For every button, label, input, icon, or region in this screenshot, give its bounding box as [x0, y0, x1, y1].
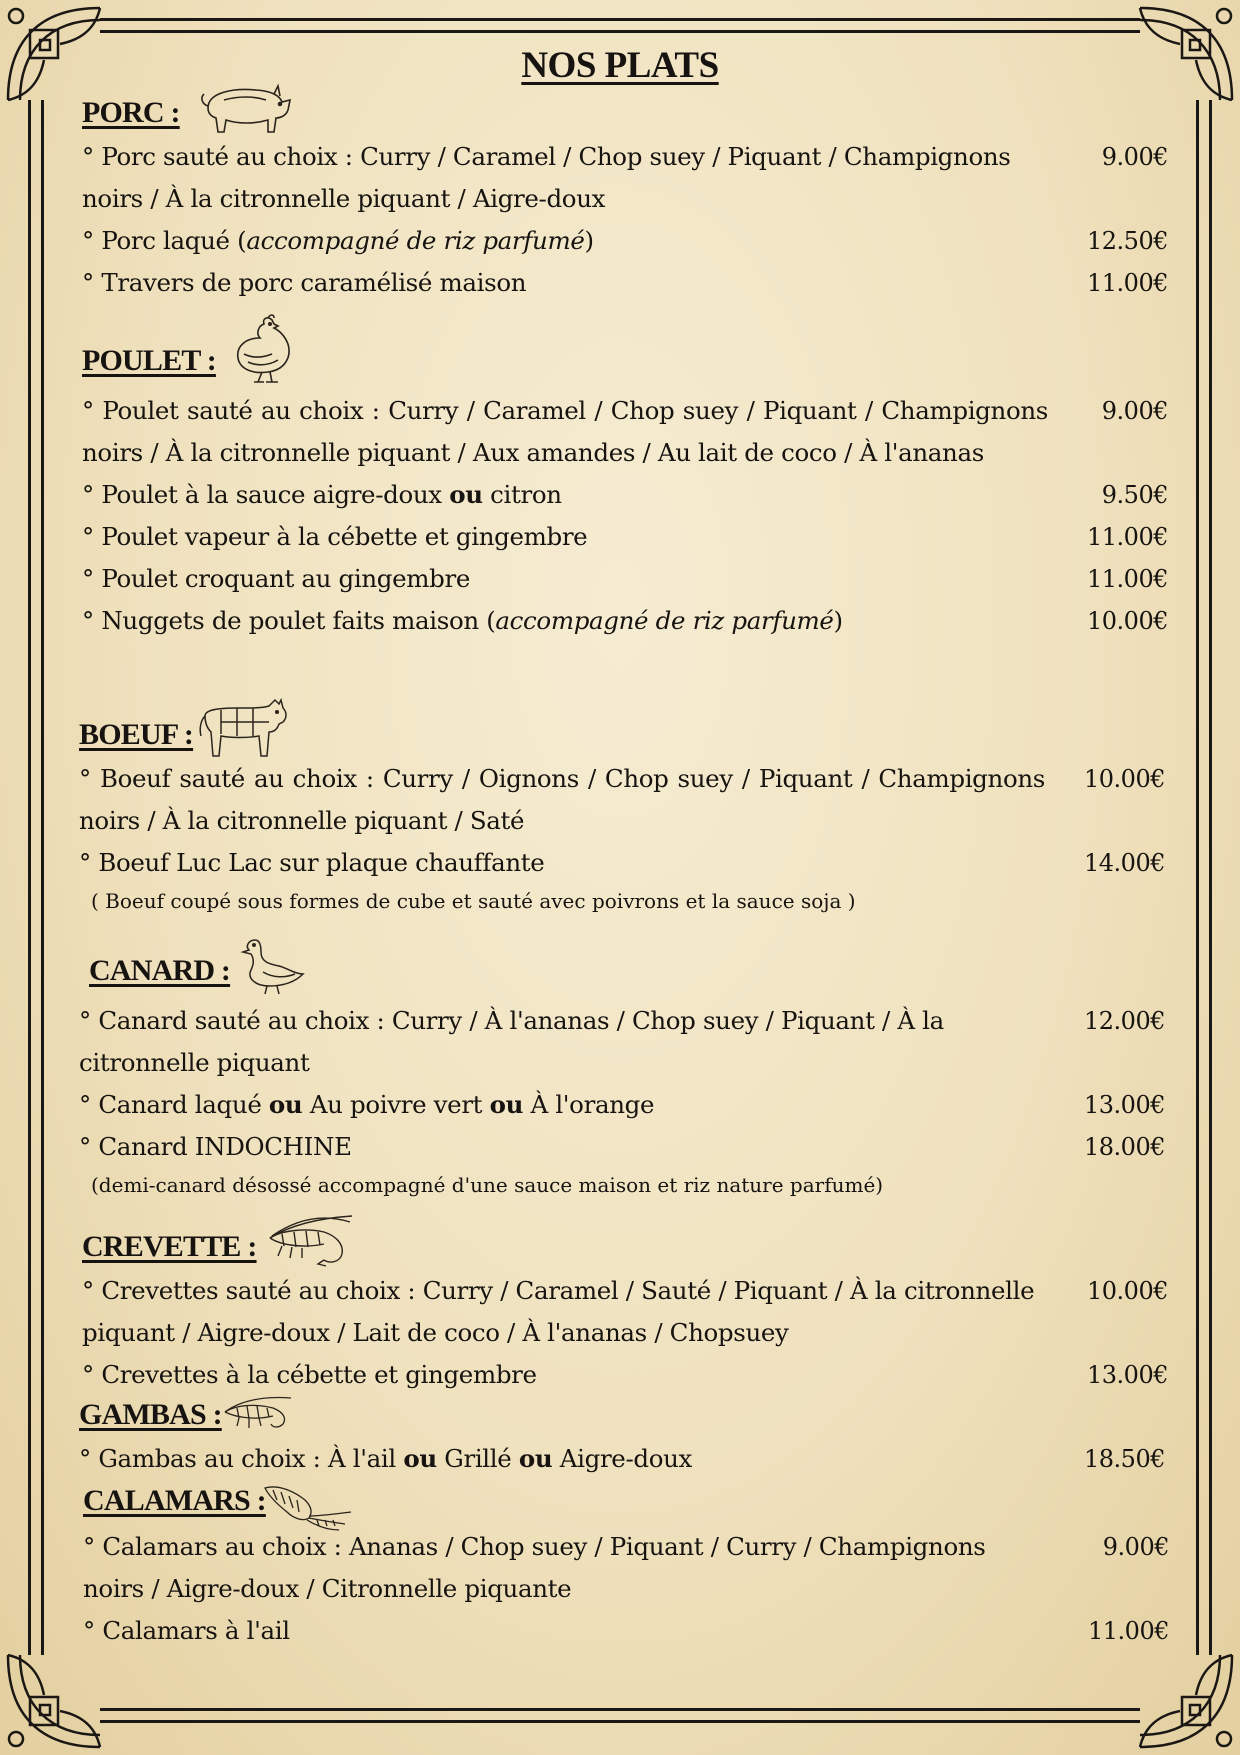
dish-text: Au poivre vert [302, 1090, 490, 1119]
dish-text: ° Canard laqué [79, 1090, 269, 1119]
dish-text: citron [482, 480, 562, 509]
menu-item [82, 558, 1168, 600]
menu-item [79, 1438, 1165, 1480]
section-heading: POULET : [82, 344, 216, 377]
section-heading: PORC : [82, 96, 180, 129]
page-title: NOS PLATS [521, 45, 719, 86]
dish-text: ° Travers de porc caramélisé maison [82, 268, 527, 297]
chicken-icon [228, 314, 302, 386]
section-canard [79, 930, 1165, 1200]
frame-left-line-outer [28, 100, 31, 1655]
item-price: 18.00€ [1084, 1133, 1165, 1161]
dish-text: ) [584, 226, 594, 255]
item-note: ( Boeuf coupé sous formes de cube et sauté avec poivrons et la sauce soja ) [91, 889, 856, 913]
dish-name [82, 516, 1168, 558]
menu-item [82, 600, 1168, 642]
section-heading: CREVETTE : [82, 1230, 257, 1263]
item-price: 14.00€ [1084, 849, 1165, 877]
section-poulet [82, 322, 1168, 642]
dish-name [82, 136, 1168, 220]
item-price: 18.50€ [1084, 1445, 1165, 1473]
dish-name [82, 390, 1168, 474]
menu-item [82, 390, 1168, 474]
frame-right-line-inner [1196, 100, 1199, 1655]
menu-item [82, 220, 1168, 262]
menu-item [79, 842, 1165, 916]
menu-item [79, 1126, 1165, 1200]
section-heading: CANARD : [89, 954, 231, 987]
pig-icon [194, 80, 294, 140]
menu-item [83, 1526, 1169, 1610]
dish-text: Aigre-doux [552, 1444, 693, 1473]
dish-text: ° Canard INDOCHINE [79, 1132, 352, 1161]
squid-icon [259, 1478, 355, 1532]
dish-name [82, 474, 1168, 516]
section-porc [82, 80, 1168, 304]
dish-name [79, 842, 1165, 884]
dish-text: ° Nuggets de poulet faits maison ( [82, 606, 496, 635]
shrimp-icon [262, 1214, 358, 1270]
dish-name [79, 1000, 1165, 1084]
dish-name [82, 558, 1168, 600]
dish-name [79, 1438, 1165, 1480]
dish-text: ° Poulet vapeur à la cébette et gingembre [82, 522, 588, 551]
section-heading: GAMBAS : [79, 1398, 222, 1431]
section-boeuf [79, 702, 1165, 916]
dish-text: ° Boeuf sauté au choix : Curry / Oignons / Chop suey / Piquant / Champignons noirs / À la citronnelle piquant / Saté [79, 764, 1045, 835]
dish-emphasis: ou [268, 1090, 303, 1119]
menu-item [82, 262, 1168, 304]
dish-text: ) [833, 606, 843, 635]
dish-name [82, 262, 1168, 304]
frame-right-line-outer [1209, 100, 1212, 1655]
frame-bottom-line-outer [100, 1708, 1140, 1711]
item-price: 11.00€ [1088, 1617, 1169, 1645]
dish-text: ° Poulet croquant au gingembre [82, 564, 470, 593]
dish-name [82, 220, 1168, 262]
dish-name [79, 1084, 1165, 1126]
dish-text: À l'orange [523, 1090, 655, 1119]
item-price: 11.00€ [1087, 565, 1168, 593]
menu-item [79, 1000, 1165, 1084]
dish-name [83, 1610, 1169, 1652]
dish-text: ° Porc sauté au choix : Curry / Caramel / Chop suey / Piquant / Champignons noirs / À la citronnelle piquant / Aigre-doux [82, 142, 1011, 213]
item-price: 10.00€ [1087, 607, 1168, 635]
dish-text: ° Poulet sauté au choix : Curry / Caramel / Chop suey / Piquant / Champignons noirs / À la citronnelle piquant / Aux amandes / Au lait de coco / À l'ananas [82, 396, 1048, 467]
section-calamars [83, 1476, 1169, 1652]
dish-text: ° Calamars à l'ail [83, 1616, 290, 1645]
menu-item [83, 1610, 1169, 1652]
menu-item [79, 1084, 1165, 1126]
cow-icon [197, 696, 289, 762]
frame-top-line-outer [100, 18, 1140, 21]
item-price: 10.00€ [1084, 765, 1165, 793]
frame-left-line-inner [41, 100, 44, 1655]
duck-icon [239, 934, 309, 996]
item-price: 12.00€ [1084, 1007, 1165, 1035]
dish-emphasis: ou [449, 480, 483, 509]
dish-side-note: accompagné de riz parfumé [246, 226, 585, 255]
item-price: 12.50€ [1087, 227, 1168, 255]
dish-name [79, 1126, 1165, 1168]
corner-ornament-icon [0, 1645, 110, 1755]
item-price: 11.00€ [1087, 269, 1168, 297]
section-heading: CALAMARS : [83, 1484, 266, 1517]
dish-name [79, 758, 1165, 842]
item-price: 9.00€ [1101, 397, 1168, 425]
item-price: 9.00€ [1101, 143, 1168, 171]
dish-text: ° Poulet à la sauce aigre-doux [82, 480, 450, 509]
dish-side-note: accompagné de riz parfumé [495, 606, 834, 635]
item-price: 9.00€ [1102, 1533, 1169, 1561]
item-price: 9.50€ [1101, 481, 1168, 509]
menu-item [79, 758, 1165, 842]
dish-name [83, 1526, 1169, 1610]
item-price: 10.00€ [1087, 1277, 1168, 1305]
item-note: (demi-canard désossé accompagné d'une sauce maison et riz nature parfumé) [91, 1173, 884, 1197]
dish-text: ° Calamars au choix : Ananas / Chop suey / Piquant / Curry / Champignons noirs / Aigre-doux / Citronnelle piquante [83, 1532, 986, 1603]
dish-text: ° Canard sauté au choix : Curry / À l'ananas / Chop suey / Piquant / À la citronnelle piquant [79, 1006, 944, 1077]
section-heading: BOEUF : [79, 718, 194, 751]
corner-ornament-icon [1130, 1645, 1240, 1755]
frame-top-line-inner [100, 30, 1140, 33]
section-crevette [82, 1212, 1168, 1396]
dish-emphasis: ou [518, 1444, 553, 1473]
frame-bottom-line-inner [100, 1720, 1140, 1723]
dish-text: ° Gambas au choix : À l'ail [79, 1444, 404, 1473]
item-price: 13.00€ [1084, 1091, 1165, 1119]
section-gambas [79, 1386, 1165, 1480]
dish-name [82, 600, 1168, 642]
dish-text: ° Porc laqué ( [82, 226, 247, 255]
menu-item [82, 474, 1168, 516]
menu-item [82, 1270, 1168, 1354]
item-price: 13.00€ [1087, 1361, 1168, 1389]
menu-item [82, 516, 1168, 558]
dish-text: ° Crevettes sauté au choix : Curry / Caramel / Sauté / Piquant / À la citronnelle piquant / Aigre-doux / Lait de coco / À l'ananas / Chopsuey [82, 1276, 1035, 1347]
dish-text: ° Crevettes à la cébette et gingembre [82, 1360, 537, 1389]
menu-item [82, 136, 1168, 220]
dish-emphasis: ou [489, 1090, 524, 1119]
prawn-icon [221, 1394, 293, 1434]
dish-text: Grillé [436, 1444, 519, 1473]
dish-text: ° Boeuf Luc Lac sur plaque chauffante [79, 848, 545, 877]
item-price: 11.00€ [1087, 523, 1168, 551]
dish-name [82, 1270, 1168, 1354]
dish-emphasis: ou [403, 1444, 437, 1473]
